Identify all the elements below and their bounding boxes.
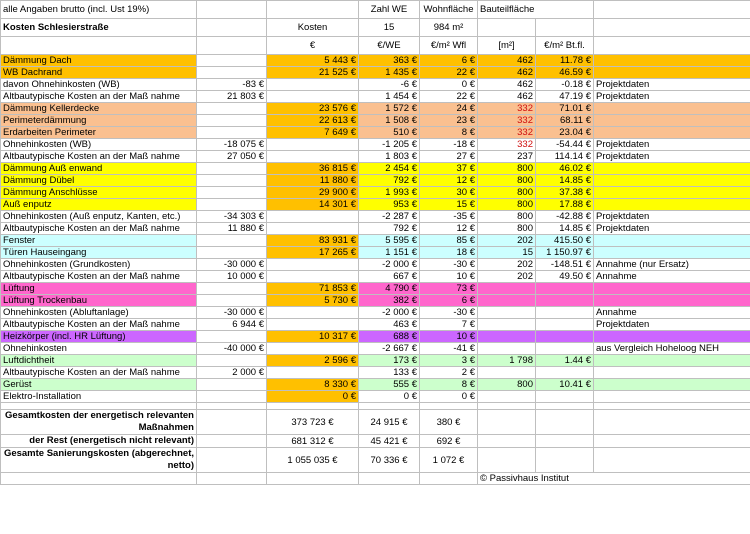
table-row — [1, 295, 750, 307]
table-row — [1, 199, 750, 211]
row-flaeche: 332 — [478, 127, 536, 139]
table-row — [1, 331, 750, 343]
unit-eur-m2-wfl: €/m² Wfl — [420, 37, 478, 55]
row-label: Auß enputz — [1, 199, 197, 211]
row-note: Projektdaten — [594, 79, 750, 91]
table-row — [1, 319, 750, 331]
row-eur-m2-btfl: 17.88 € — [536, 199, 594, 211]
row-eur-we: -1 205 € — [359, 139, 420, 151]
row-eur-m2-btfl: 47.19 € — [536, 91, 594, 103]
row-eur-m2-btfl: 46.59 € — [536, 67, 594, 79]
copyright: © Passivhaus Institut — [478, 473, 750, 485]
row-label: Altbautypische Kosten an der Maß nahme — [1, 151, 197, 163]
table-row — [1, 211, 750, 223]
row-adjustment: -18 075 € — [197, 139, 267, 151]
row-adjustment — [197, 115, 267, 127]
row-eur-we: -2 667 € — [359, 343, 420, 355]
row-eur-m2-btfl: 114.14 € — [536, 151, 594, 163]
row-eur-we: -2 000 € — [359, 259, 420, 271]
row-note — [594, 283, 750, 295]
table-row — [1, 367, 750, 379]
row-eur-m2-btfl — [536, 343, 594, 355]
table-row — [1, 343, 750, 355]
row-adjustment — [197, 283, 267, 295]
row-adjustment: -30 000 € — [197, 307, 267, 319]
row-adjustment — [197, 355, 267, 367]
row-eur-m2-wfl: -30 € — [420, 307, 478, 319]
row-eur-we: 510 € — [359, 127, 420, 139]
row-eur-we: 953 € — [359, 199, 420, 211]
row-eur-m2-btfl — [536, 307, 594, 319]
row-label: Altbautypische Kosten an der Maß nahme — [1, 91, 197, 103]
row-kosten: 23 576 € — [267, 103, 359, 115]
row-eur-m2-wfl: 2 € — [420, 367, 478, 379]
row-adjustment — [197, 67, 267, 79]
row-adjustment: 11 880 € — [197, 223, 267, 235]
row-eur-m2-wfl: -35 € — [420, 211, 478, 223]
row-eur-we: 555 € — [359, 379, 420, 391]
table-row — [1, 355, 750, 367]
row-eur-m2-wfl: 3 € — [420, 355, 478, 367]
row-kosten: 21 525 € — [267, 67, 359, 79]
row-eur-m2-wfl: 22 € — [420, 67, 478, 79]
table-row — [1, 103, 750, 115]
row-eur-m2-btfl: 23.04 € — [536, 127, 594, 139]
row-eur-m2-wfl: 15 € — [420, 199, 478, 211]
row-label: davon Ohnehinkosten (WB) — [1, 79, 197, 91]
row-label: Gerüst — [1, 379, 197, 391]
row-kosten: 83 931 € — [267, 235, 359, 247]
row-eur-m2-btfl: 1.44 € — [536, 355, 594, 367]
header-wohnflaeche: Wohnfläche — [420, 1, 478, 19]
row-kosten — [267, 223, 359, 235]
row-label: Türen Hauseingang — [1, 247, 197, 259]
row-flaeche — [478, 319, 536, 331]
row-adjustment: -34 303 € — [197, 211, 267, 223]
row-adjustment — [197, 235, 267, 247]
row-kosten: 14 301 € — [267, 199, 359, 211]
row-label: Ohnehinkosten — [1, 343, 197, 355]
row-label: Dämmung Kellerdecke — [1, 103, 197, 115]
summary-kosten: 373 723 € — [267, 410, 359, 435]
row-eur-we: 5 595 € — [359, 235, 420, 247]
row-kosten: 2 596 € — [267, 355, 359, 367]
row-adjustment — [197, 295, 267, 307]
row-eur-we: -6 € — [359, 79, 420, 91]
summary-eur-m2-wfl: 692 € — [420, 435, 478, 448]
header-row-3 — [1, 37, 750, 55]
row-eur-m2-wfl: 0 € — [420, 391, 478, 403]
row-eur-m2-btfl: 11.78 € — [536, 55, 594, 67]
table-row — [1, 163, 750, 175]
row-label: Ohnehinkosten (WB) — [1, 139, 197, 151]
row-kosten — [267, 271, 359, 283]
row-note — [594, 199, 750, 211]
table-row — [1, 283, 750, 295]
row-flaeche — [478, 343, 536, 355]
row-flaeche — [478, 307, 536, 319]
row-kosten: 7 649 € — [267, 127, 359, 139]
row-kosten — [267, 79, 359, 91]
row-kosten: 22 613 € — [267, 115, 359, 127]
row-adjustment: 27 050 € — [197, 151, 267, 163]
table-row — [1, 91, 750, 103]
row-kosten: 29 900 € — [267, 187, 359, 199]
row-flaeche: 332 — [478, 115, 536, 127]
table-row — [1, 379, 750, 391]
row-eur-we: 1 454 € — [359, 91, 420, 103]
row-note: Annahme (nur Ersatz) — [594, 259, 750, 271]
row-eur-m2-wfl: 8 € — [420, 379, 478, 391]
row-kosten: 71 853 € — [267, 283, 359, 295]
row-eur-we: 1 508 € — [359, 115, 420, 127]
row-adjustment — [197, 163, 267, 175]
row-note — [594, 367, 750, 379]
row-eur-m2-wfl: 0 € — [420, 79, 478, 91]
table-row — [1, 127, 750, 139]
row-eur-m2-wfl: 6 € — [420, 295, 478, 307]
row-eur-m2-wfl: -41 € — [420, 343, 478, 355]
row-flaeche: 800 — [478, 211, 536, 223]
row-eur-we: 792 € — [359, 223, 420, 235]
table-row — [1, 187, 750, 199]
row-eur-m2-btfl: 71.01 € — [536, 103, 594, 115]
row-flaeche: 202 — [478, 259, 536, 271]
row-flaeche: 462 — [478, 67, 536, 79]
row-flaeche: 202 — [478, 235, 536, 247]
summary-row — [1, 410, 750, 435]
header-note: alle Angaben brutto (incl. Ust 19%) — [1, 1, 197, 19]
row-note: Annahme — [594, 307, 750, 319]
row-flaeche: 462 — [478, 79, 536, 91]
row-flaeche: 800 — [478, 199, 536, 211]
row-flaeche: 1 798 — [478, 355, 536, 367]
row-eur-we: 363 € — [359, 55, 420, 67]
table-row — [1, 67, 750, 79]
table-row — [1, 223, 750, 235]
row-adjustment — [197, 175, 267, 187]
row-eur-m2-btfl: 10.41 € — [536, 379, 594, 391]
row-note — [594, 187, 750, 199]
row-eur-m2-wfl: 12 € — [420, 175, 478, 187]
unit-m2: [m²] — [478, 37, 536, 55]
header-row-1 — [1, 1, 750, 19]
row-eur-m2-wfl: 6 € — [420, 55, 478, 67]
summary-eur-we: 70 336 € — [359, 448, 420, 473]
row-flaeche: 462 — [478, 55, 536, 67]
row-note: Annahme — [594, 271, 750, 283]
row-adjustment — [197, 55, 267, 67]
row-eur-we: 792 € — [359, 175, 420, 187]
header-row-2 — [1, 19, 750, 37]
row-eur-we: 688 € — [359, 331, 420, 343]
row-eur-m2-wfl: -30 € — [420, 259, 478, 271]
row-kosten — [267, 211, 359, 223]
footer-row — [1, 473, 750, 485]
row-label: Altbautypische Kosten an der Maß nahme — [1, 223, 197, 235]
row-eur-m2-wfl: 24 € — [420, 103, 478, 115]
row-kosten: 36 815 € — [267, 163, 359, 175]
row-eur-m2-btfl: -54.44 € — [536, 139, 594, 151]
row-kosten — [267, 367, 359, 379]
row-note — [594, 391, 750, 403]
row-adjustment — [197, 247, 267, 259]
row-adjustment — [197, 127, 267, 139]
row-eur-we: 1 151 € — [359, 247, 420, 259]
row-eur-m2-btfl: 49.50 € — [536, 271, 594, 283]
row-eur-m2-wfl: 30 € — [420, 187, 478, 199]
row-kosten: 0 € — [267, 391, 359, 403]
row-flaeche: 800 — [478, 379, 536, 391]
row-eur-we: 382 € — [359, 295, 420, 307]
row-label: Heizkörper (incl. HR Lüftung) — [1, 331, 197, 343]
row-eur-m2-wfl: 18 € — [420, 247, 478, 259]
row-eur-m2-wfl: 22 € — [420, 91, 478, 103]
row-label: Lüftung Trockenbau — [1, 295, 197, 307]
row-eur-m2-btfl: 1 150.97 € — [536, 247, 594, 259]
row-label: Fenster — [1, 235, 197, 247]
summary-eur-we: 24 915 € — [359, 410, 420, 435]
row-note: Projektdaten — [594, 223, 750, 235]
row-eur-we: -2 000 € — [359, 307, 420, 319]
row-kosten — [267, 151, 359, 163]
row-eur-m2-wfl: 12 € — [420, 223, 478, 235]
row-adjustment: 2 000 € — [197, 367, 267, 379]
row-eur-m2-btfl: -0.18 € — [536, 79, 594, 91]
row-eur-m2-btfl: 46.02 € — [536, 163, 594, 175]
row-label: Ohnehinkosten (Auß enputz, Kanten, etc.) — [1, 211, 197, 223]
row-eur-m2-btfl — [536, 367, 594, 379]
row-eur-we: 2 454 € — [359, 163, 420, 175]
row-note — [594, 55, 750, 67]
table-row — [1, 271, 750, 283]
row-note — [594, 163, 750, 175]
table-row — [1, 79, 750, 91]
row-adjustment — [197, 391, 267, 403]
row-label: Dämmung Dübel — [1, 175, 197, 187]
row-eur-we: 0 € — [359, 391, 420, 403]
row-eur-m2-btfl: -42.88 € — [536, 211, 594, 223]
table-row — [1, 259, 750, 271]
row-eur-we: 1 993 € — [359, 187, 420, 199]
row-kosten — [267, 343, 359, 355]
table-row — [1, 139, 750, 151]
row-adjustment — [197, 379, 267, 391]
row-note: Projektdaten — [594, 211, 750, 223]
summary-eur-m2-wfl: 1 072 € — [420, 448, 478, 473]
table-row — [1, 235, 750, 247]
row-flaeche: 202 — [478, 271, 536, 283]
row-flaeche — [478, 295, 536, 307]
row-eur-m2-btfl: 37.38 € — [536, 187, 594, 199]
row-adjustment: -40 000 € — [197, 343, 267, 355]
table-row — [1, 391, 750, 403]
row-adjustment: -30 000 € — [197, 259, 267, 271]
header-bauteilflaeche: Bauteilfläche — [478, 1, 594, 19]
row-label: Altbautypische Kosten an der Maß nahme — [1, 271, 197, 283]
row-note — [594, 355, 750, 367]
row-flaeche: 332 — [478, 103, 536, 115]
zahl-we-value: 15 — [359, 19, 420, 37]
header-zahl-we: Zahl WE — [359, 1, 420, 19]
row-note — [594, 379, 750, 391]
row-label: Elektro-Installation — [1, 391, 197, 403]
row-adjustment — [197, 187, 267, 199]
row-label: Dämmung Dach — [1, 55, 197, 67]
row-kosten: 5 730 € — [267, 295, 359, 307]
row-label: Ohnehinkosten (Abluftanlage) — [1, 307, 197, 319]
row-label: Lüftung — [1, 283, 197, 295]
row-eur-m2-wfl: 10 € — [420, 331, 478, 343]
row-note — [594, 295, 750, 307]
row-eur-m2-btfl — [536, 283, 594, 295]
row-adjustment: 21 803 € — [197, 91, 267, 103]
table-row — [1, 307, 750, 319]
summary-label: Gesamte Sanierungskosten (abgerechnet, netto) — [1, 448, 197, 473]
row-eur-m2-wfl: 73 € — [420, 283, 478, 295]
row-note: Projektdaten — [594, 319, 750, 331]
row-note — [594, 175, 750, 187]
wohnflaeche-value: 984 m² — [420, 19, 478, 37]
row-flaeche — [478, 367, 536, 379]
row-kosten: 10 317 € — [267, 331, 359, 343]
row-eur-m2-wfl: 23 € — [420, 115, 478, 127]
row-eur-m2-btfl — [536, 391, 594, 403]
row-note: Projektdaten — [594, 91, 750, 103]
row-eur-m2-btfl: 68.11 € — [536, 115, 594, 127]
row-note — [594, 331, 750, 343]
row-label: Altbautypische Kosten an der Maß nahme — [1, 319, 197, 331]
unit-eur: € — [267, 37, 359, 55]
row-adjustment — [197, 331, 267, 343]
row-eur-m2-btfl — [536, 319, 594, 331]
row-flaeche — [478, 391, 536, 403]
row-eur-m2-wfl: 10 € — [420, 271, 478, 283]
row-adjustment: 6 944 € — [197, 319, 267, 331]
row-adjustment — [197, 103, 267, 115]
summary-row — [1, 448, 750, 473]
row-kosten — [267, 139, 359, 151]
row-adjustment: 10 000 € — [197, 271, 267, 283]
row-flaeche: 800 — [478, 187, 536, 199]
row-label: Dämmung Anschlüsse — [1, 187, 197, 199]
row-kosten: 11 880 € — [267, 175, 359, 187]
row-label: Luftdichtheit — [1, 355, 197, 367]
row-flaeche: 237 — [478, 151, 536, 163]
row-eur-m2-btfl: 14.85 € — [536, 223, 594, 235]
row-flaeche: 800 — [478, 163, 536, 175]
row-note: Projektdaten — [594, 139, 750, 151]
table-row — [1, 151, 750, 163]
row-kosten — [267, 91, 359, 103]
row-kosten — [267, 319, 359, 331]
row-note: Projektdaten — [594, 151, 750, 163]
row-kosten: 17 265 € — [267, 247, 359, 259]
row-eur-we: 667 € — [359, 271, 420, 283]
row-eur-m2-wfl: -18 € — [420, 139, 478, 151]
row-eur-we: -2 287 € — [359, 211, 420, 223]
row-label: Perimeterdämmung — [1, 115, 197, 127]
row-eur-we: 1 803 € — [359, 151, 420, 163]
row-label: Dämmung Auß enwand — [1, 163, 197, 175]
row-eur-m2-wfl: 8 € — [420, 127, 478, 139]
unit-eur-m2-btfl: €/m² Bt.fl. — [536, 37, 594, 55]
row-note — [594, 247, 750, 259]
summary-row — [1, 435, 750, 448]
row-flaeche: 15 — [478, 247, 536, 259]
row-kosten — [267, 259, 359, 271]
row-adjustment: -83 € — [197, 79, 267, 91]
row-label: Altbautypische Kosten an der Maß nahme — [1, 367, 197, 379]
unit-eur-we: €/WE — [359, 37, 420, 55]
row-eur-m2-btfl — [536, 295, 594, 307]
row-kosten: 5 443 € — [267, 55, 359, 67]
row-eur-m2-wfl: 7 € — [420, 319, 478, 331]
row-note — [594, 103, 750, 115]
row-adjustment — [197, 199, 267, 211]
spacer-row — [1, 403, 750, 410]
row-eur-m2-wfl: 85 € — [420, 235, 478, 247]
row-note — [594, 67, 750, 79]
row-eur-m2-wfl: 27 € — [420, 151, 478, 163]
row-note — [594, 127, 750, 139]
row-note — [594, 235, 750, 247]
summary-label: der Rest (energetisch nicht relevant) — [1, 435, 197, 448]
row-flaeche: 800 — [478, 175, 536, 187]
row-eur-we: 173 € — [359, 355, 420, 367]
row-flaeche: 332 — [478, 139, 536, 151]
table-row — [1, 55, 750, 67]
row-note — [594, 115, 750, 127]
row-eur-we: 463 € — [359, 319, 420, 331]
row-label: Erdarbeiten Perimeter — [1, 127, 197, 139]
page-title: Kosten Schlesierstraße — [1, 19, 197, 37]
row-eur-m2-btfl: -148.51 € — [536, 259, 594, 271]
row-eur-we: 1 435 € — [359, 67, 420, 79]
summary-kosten: 681 312 € — [267, 435, 359, 448]
table-row — [1, 247, 750, 259]
summary-kosten: 1 055 035 € — [267, 448, 359, 473]
row-note: aus Vergleich Hoheloog NEH — [594, 343, 750, 355]
row-label: WB Dachrand — [1, 67, 197, 79]
table-row — [1, 115, 750, 127]
row-eur-m2-wfl: 37 € — [420, 163, 478, 175]
row-label: Ohnehinkosten (Grundkosten) — [1, 259, 197, 271]
row-kosten — [267, 307, 359, 319]
row-eur-we: 4 790 € — [359, 283, 420, 295]
header-kosten: Kosten — [267, 19, 359, 37]
row-eur-m2-btfl — [536, 331, 594, 343]
row-flaeche: 462 — [478, 91, 536, 103]
row-flaeche: 800 — [478, 223, 536, 235]
summary-eur-we: 45 421 € — [359, 435, 420, 448]
row-flaeche — [478, 331, 536, 343]
row-eur-we: 1 572 € — [359, 103, 420, 115]
row-eur-m2-btfl: 14.85 € — [536, 175, 594, 187]
summary-label: Gesamtkosten der energetisch relevanten Maßnahmen — [1, 410, 197, 435]
row-eur-m2-btfl: 415.50 € — [536, 235, 594, 247]
row-flaeche — [478, 283, 536, 295]
summary-eur-m2-wfl: 380 € — [420, 410, 478, 435]
row-kosten: 8 330 € — [267, 379, 359, 391]
table-row — [1, 175, 750, 187]
row-eur-we: 133 € — [359, 367, 420, 379]
